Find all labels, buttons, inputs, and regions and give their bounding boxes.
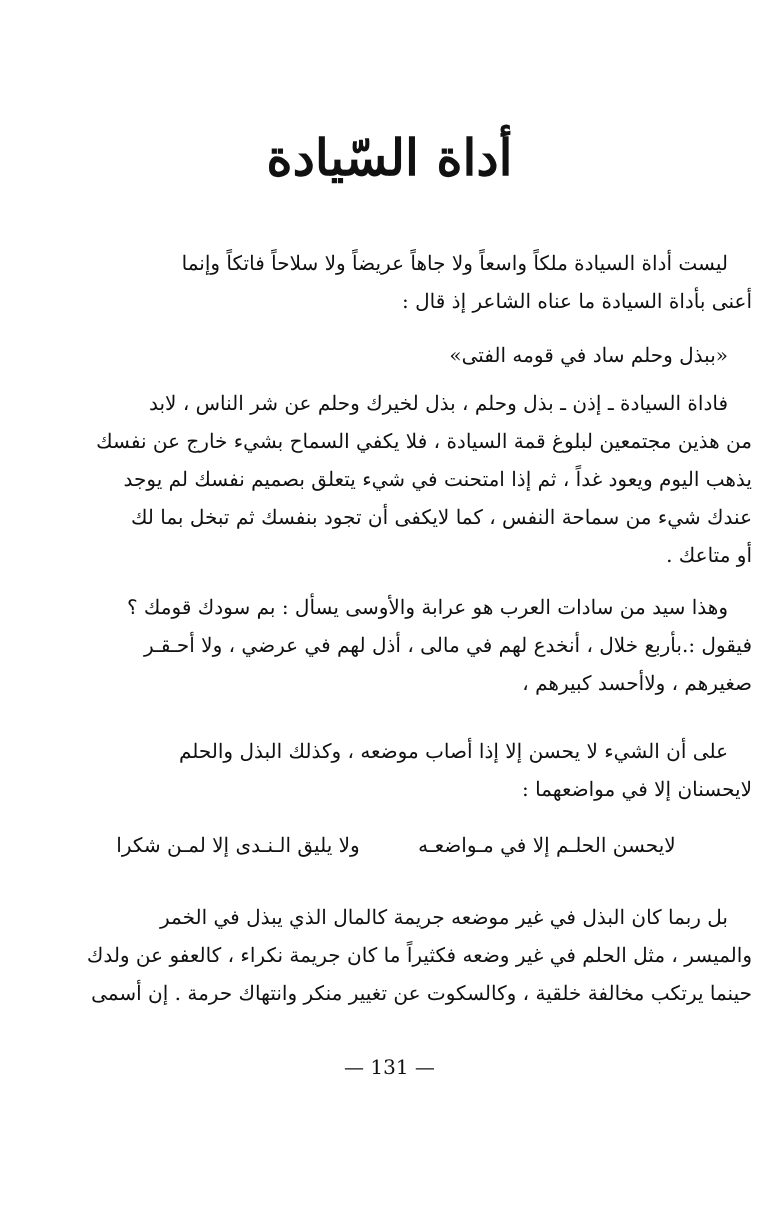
text-line: على أن الشيء لا يحسن إلا إذا أصاب موضعه ، وكذلك البذل والحلم: [178, 739, 728, 763]
paragraph-5: [40, 898, 752, 1012]
poetry-verse: [40, 826, 752, 864]
page-number: — 131 —: [344, 1055, 435, 1079]
text-line: فاداة السيادة ـ إذن ـ بذل وحلم ، بذل لخيرك وحلم عن شر الناس ، لابد: [148, 391, 728, 415]
text-line: يذهب اليوم ويعود غداً ، ثم إذا امتحنت في شيء يتعلق بصميم نفسك لم يوجد: [123, 467, 752, 491]
text-line: بل ربما كان البذل في غير موضعه جريمة كالمال الذي يبذل في الخمر: [159, 905, 728, 929]
text-line: عندك شيء من سماحة النفس ، كما لايكفى أن تجود بنفسك ثم تبخل بما لك: [130, 505, 752, 529]
text-line: أو متاعك .: [666, 543, 752, 567]
paragraph-2: [40, 384, 752, 574]
verse-first-hemistich: لايحسن الحلـم إلا في مـواضعـه: [418, 833, 676, 857]
text-line: أعنى بأداة السيادة ما عناه الشاعر إذ قال :: [402, 289, 752, 313]
text-line: لايحسنان إلا في مواضعهما :: [521, 777, 752, 801]
text-line: وهذا سيد من سادات العرب هو عرابة والأوسى يسأل : بم سودك قومك ؟: [126, 595, 728, 619]
text-line: فيقول :.بأربع خلال ، أنخدع لهم في مالى ، أذل لهم في عرضي ، ولا أحـقـر: [144, 633, 752, 657]
page-title: أداة السّيادة: [266, 128, 513, 187]
text-line: والميسر ، مثل الحلم في غير وضعه فكثيراً ما كان جريمة نكراء ، كالعفو عن ولدك: [86, 943, 752, 967]
paragraph-3: [40, 588, 752, 702]
text-line: «ببذل وحلم ساد في قومه الفتى»: [449, 343, 728, 367]
paragraph-4: [40, 732, 752, 808]
text-line: صغيرهم ، ولاأحسد كبيرهم ،: [522, 671, 752, 695]
text-line: من هذين مجتمعين لبلوغ قمة السيادة ، فلا يكفي السماح بشيء خارج عن نفسك: [96, 429, 752, 453]
verse-second-hemistich: ولا يليق الـنـدى إلا لمـن شكرا: [116, 833, 360, 857]
quoted-verse-line: [40, 336, 752, 374]
paragraph-1: [40, 244, 752, 320]
text-line: ليست أداة السيادة ملكاً واسعاً ولا جاهاً عريضاً ولا سلاحاً فاتكاً وإنما: [181, 251, 728, 275]
text-line: حينما يرتكب مخالفة خلقية ، وكالسكوت عن تغيير منكر وانتهاك حرمة . إن أسمى: [91, 981, 752, 1005]
